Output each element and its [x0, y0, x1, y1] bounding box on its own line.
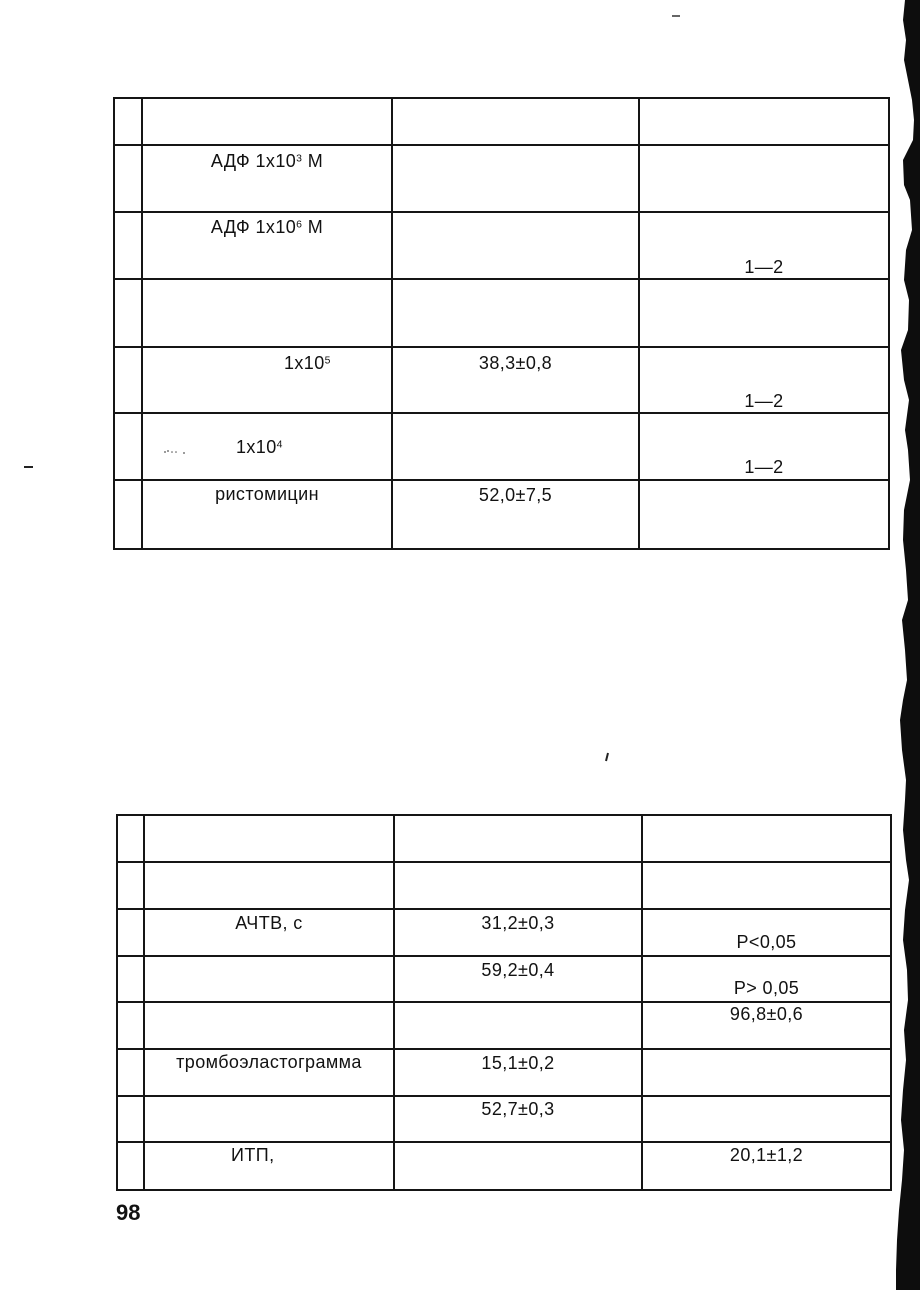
table-cell [392, 480, 639, 549]
table-2-header-row [117, 815, 891, 862]
reagent-label [143, 217, 391, 237]
table-cell [142, 212, 392, 279]
unit: M [302, 217, 324, 237]
table-cell [392, 212, 639, 279]
table-cell [639, 413, 889, 480]
table-cell [639, 347, 889, 413]
table-2-row [117, 1049, 891, 1096]
table-cell [144, 1002, 394, 1049]
table-1-row [114, 347, 889, 413]
table-cell [639, 212, 889, 279]
significance-value: P> 0,05 [733, 978, 800, 998]
table-1 [113, 97, 890, 550]
table-cell [392, 347, 639, 413]
row-number-cell [114, 279, 142, 347]
range-value: 1—2 [744, 257, 784, 277]
table-2-row [117, 909, 891, 956]
table-cell [642, 862, 891, 909]
table-cell [642, 1096, 891, 1142]
table-cell [142, 480, 392, 549]
table-cell [142, 413, 392, 480]
row-number-cell [117, 815, 144, 862]
row-number-cell [114, 413, 142, 480]
test-label: тромбоэластограмма [176, 1052, 362, 1072]
table-cell [394, 862, 642, 909]
table-cell [144, 815, 394, 862]
reagent-label [143, 151, 391, 171]
table-2-row [117, 1096, 891, 1142]
exponent: 3 [296, 153, 303, 165]
measured-value: 59,2±0,4 [481, 960, 555, 980]
row-number-cell [114, 347, 142, 413]
table-2-row [117, 956, 891, 1002]
page-number: 98 [116, 1200, 141, 1225]
table-1-row [114, 145, 889, 212]
range-value: 1—2 [744, 391, 784, 411]
table-cell [142, 279, 392, 347]
concentration-base: 1x10 [284, 353, 325, 373]
exponent: 4 [276, 439, 283, 451]
table-cell [642, 909, 891, 956]
concentration-base: 1x10 [236, 437, 277, 457]
row-number-cell [117, 909, 144, 956]
row-number-cell [117, 862, 144, 909]
table-2-row [117, 862, 891, 909]
table-cell [639, 98, 889, 145]
row-number-cell [117, 1002, 144, 1049]
reagent-label-base: АДФ 1x10 [210, 217, 297, 237]
table-cell [144, 1096, 394, 1142]
table-1-row [114, 413, 889, 480]
table-1-header-row [114, 98, 889, 145]
table-cell [394, 956, 642, 1002]
concentration-label [236, 437, 283, 457]
test-label: ИТП, [231, 1145, 275, 1165]
measured-value: 52,0±7,5 [478, 485, 553, 505]
row-number-cell [114, 98, 142, 145]
table-1-row [114, 480, 889, 549]
table-cell [642, 956, 891, 1002]
table-cell [392, 413, 639, 480]
table-cell [144, 1049, 394, 1096]
table-cell [639, 480, 889, 549]
row-number-cell [114, 212, 142, 279]
table-cell [394, 1002, 642, 1049]
row-number-cell [117, 1142, 144, 1190]
table-cell [639, 279, 889, 347]
table-cell [394, 1142, 642, 1190]
table-cell [394, 1049, 642, 1096]
table-cell [144, 1142, 394, 1190]
stray-tick [606, 753, 608, 761]
measured-value: 15,1±0,2 [481, 1053, 555, 1073]
table-cell [642, 815, 891, 862]
scan-edge-shadow [896, 0, 920, 1290]
test-label: АЧТВ, с [235, 913, 303, 933]
table-cell [639, 145, 889, 212]
exponent: 6 [296, 219, 303, 231]
significance-value: P<0,05 [736, 932, 797, 952]
table-2-row [117, 1002, 891, 1049]
unit: M [302, 151, 324, 171]
table-cell [142, 145, 392, 212]
row-number-cell [117, 956, 144, 1002]
table-cell [392, 98, 639, 145]
table-cell [394, 909, 642, 956]
row-number-cell [114, 480, 142, 549]
table-1-row [114, 212, 889, 279]
table-cell [642, 1142, 891, 1190]
table-cell [144, 909, 394, 956]
table-cell [144, 862, 394, 909]
row-number-cell [117, 1049, 144, 1096]
table-1-row [114, 279, 889, 347]
measured-value: 96,8±0,6 [729, 1004, 804, 1024]
concentration-label [284, 353, 331, 373]
reagent-label: ристомицин [215, 484, 319, 504]
row-number-cell [117, 1096, 144, 1142]
measured-value: 20,1±1,2 [729, 1145, 804, 1165]
range-value: 1—2 [744, 457, 784, 477]
measured-value: 38,3±0,8 [478, 353, 553, 373]
table-cell [642, 1002, 891, 1049]
table-cell [392, 145, 639, 212]
row-number-cell [114, 145, 142, 212]
exponent: 5 [324, 355, 331, 367]
table-2 [116, 814, 892, 1191]
table-cell [394, 1096, 642, 1142]
measured-value: 52,7±0,3 [481, 1099, 555, 1119]
measured-value: 31,2±0,3 [481, 913, 555, 933]
table-cell [642, 1049, 891, 1096]
table-cell [392, 279, 639, 347]
table-2-row [117, 1142, 891, 1190]
table-cell [144, 956, 394, 1002]
table-cell [142, 98, 392, 145]
reagent-label-base: АДФ 1x10 [210, 151, 297, 171]
table-cell [394, 815, 642, 862]
table-cell [142, 347, 392, 413]
